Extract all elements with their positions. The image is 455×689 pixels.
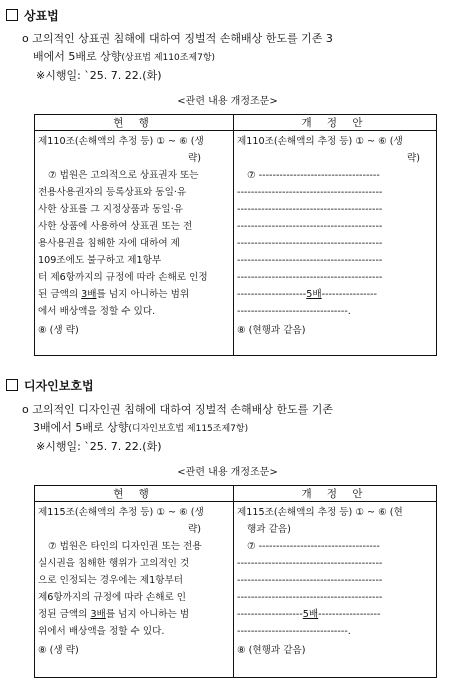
column-header-revised: 개 정 안 — [234, 115, 437, 131]
column-header-current: 현 행 — [35, 115, 234, 131]
effective-date: ※시행일: `25. 7. 22.(화) — [36, 440, 162, 453]
underlined-amount: 3배 — [90, 609, 106, 620]
bullet-line: o 고의적인 디자인권 침해에 대하여 징벌적 손해배상 한도를 기존 — [22, 403, 333, 416]
underlined-amount: 5배 — [306, 289, 322, 300]
bullet-line: o 고의적인 상표권 침해에 대하여 징벌적 손해배상 한도를 기존 3 — [22, 32, 333, 45]
section-title: 디자인보호법 — [6, 377, 94, 394]
column-header-revised: 개 정 안 — [234, 486, 437, 502]
bullet-line: 3배에서 5배로 상향(디자인보호법 제115조제7항) — [33, 421, 249, 434]
table-caption: <관련 내용 개정조문> — [177, 96, 278, 107]
effective-date: ※시행일: `25. 7. 22.(화) — [36, 69, 162, 82]
current-text-cell: 제115조(손해액의 추정 등) ① ~ ⑥ (생 략) ⑦ 법원은 타인의 디자인권 또는 전용 실시권을 침해한 행위가 고의적인 것 으로 인정되는 경우에는 제1항부터 제6항까지의 규정에 따라 손해로 인 정된 금액의 3배를 넘지 아니하는 범 위에서 배상액을 정할 수 있다. ⑧ (생 략) — [35, 502, 234, 678]
bullet-icon: o — [22, 403, 33, 416]
revised-text-cell: 제110조(손해액의 추정 등) ① ~ ⑥ (생 략) ⑦ ----------------------------------- ------------------------------------------ ------------------------------------------ ------------------------------------------ ------------------------------------------ ------------------------------------------ ------------------------------------------ --------------------5배---------------- --------------------------------. ⑧ (현행과 같음) — [234, 131, 437, 356]
table-caption: <관련 내용 개정조문> — [177, 467, 278, 478]
law-reference: (디자인보호법 제115조제7항) — [128, 424, 249, 434]
column-header-current: 현 행 — [35, 486, 234, 502]
bullet-line: 배에서 5배로 상향(상표법 제110조제7항) — [33, 50, 216, 63]
underlined-amount: 5배 — [302, 609, 319, 620]
current-text-cell: 제110조(손해액의 추정 등) ① ~ ⑥ (생 략) ⑦ 법원은 고의적으로 상표권자 또는 전용사용권자의 등록상표와 동일·유 사한 상표를 그 지정상품과 동일·유 사한 상품에 사용하여 상표권 또는 전 용사용권을 침해한 자에 대하여 제 109조에도 불구하고 제1항부 터 제6항까지의 규정에 따라 손해로 인정 된 금액의 3배를 넘지 아니하는 범위 에서 배상액을 정할 수 있다. ⑧ (생 략) — [35, 131, 234, 356]
law-reference: (상표법 제110조제7항) — [121, 53, 216, 63]
bullet-icon: o — [22, 32, 33, 45]
section-title: 상표법 — [6, 7, 59, 24]
underlined-amount: 3배 — [81, 289, 97, 300]
revised-text-cell: 제115조(손해액의 추정 등) ① ~ ⑥ (현 행과 같음) ⑦ ----------------------------------- ------------------------------------------ ------------------------------------------ ------------------------------------------ -------------------5배------------------ --------------------------------. ⑧ (현행과 같음) — [234, 502, 437, 678]
comparison-table — [34, 485, 437, 678]
checkbox-icon — [6, 379, 18, 391]
